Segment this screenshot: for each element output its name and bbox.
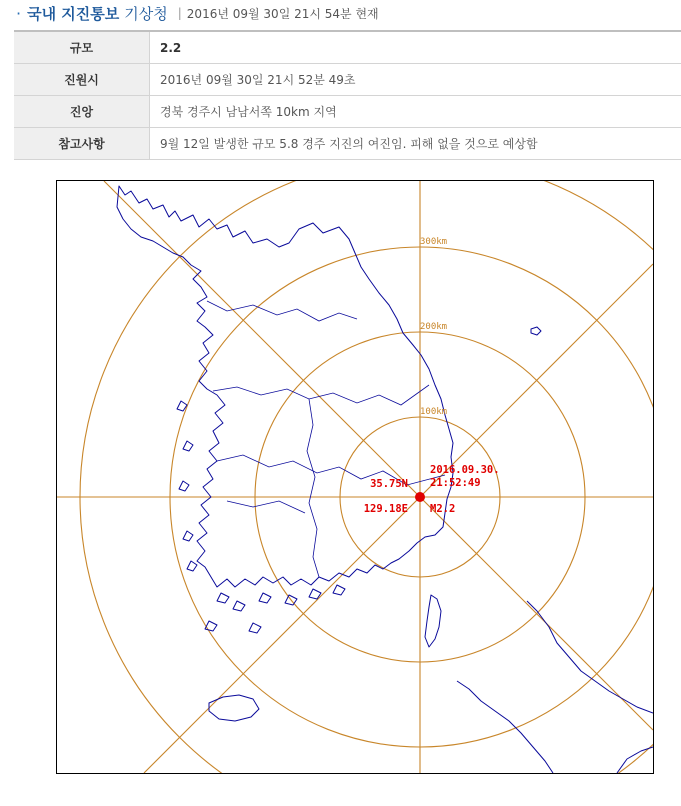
event-date: 2016.09.30. <box>430 464 500 476</box>
label-origin-time: 진원시 <box>14 64 150 96</box>
tsushima-island <box>425 595 441 647</box>
epicenter-marker <box>415 492 425 502</box>
issue-time: 2016년 09월 30일 21시 54분 현재 <box>186 6 379 21</box>
event-longitude: 129.18E <box>363 503 408 515</box>
event-magnitude: M2.2 <box>430 503 456 515</box>
event-time: 21:52:49 <box>430 477 481 489</box>
map-svg <box>57 181 653 773</box>
southern-islands <box>205 585 345 633</box>
label-remarks: 참고사항 <box>14 128 150 160</box>
table-row <box>14 31 681 64</box>
org-name: 기상청 <box>124 4 168 23</box>
ring-label-300: 300km <box>420 237 448 247</box>
ring-label-200: 200km <box>420 322 448 332</box>
header-separator: | <box>177 6 182 20</box>
header-bullet: · <box>16 3 22 23</box>
event-latitude: 35.75N <box>370 478 408 490</box>
ring-labels <box>420 237 447 417</box>
table-row <box>14 64 681 96</box>
value-epicenter: 경북 경주시 남남서쪽 10km 지역 <box>150 96 681 128</box>
value-magnitude: 2.2 <box>150 31 681 64</box>
label-magnitude: 규모 <box>14 31 150 64</box>
ring-label-100: 100km <box>420 407 448 417</box>
distance-grid <box>57 181 653 773</box>
epicenter-map <box>56 180 654 774</box>
table-row <box>14 128 681 160</box>
diagonal-ne-sw <box>144 264 653 773</box>
page-title: 국내 지진통보 <box>27 4 120 23</box>
diagonal-nw-se <box>104 181 653 730</box>
ulleung-island <box>531 327 541 335</box>
jeju-island <box>209 695 259 721</box>
page-header <box>16 0 681 26</box>
value-remarks: 9월 12일 발생한 규모 5.8 경주 지진의 여진임. 피해 없을 것으로 예상함 <box>150 128 681 160</box>
value-origin-time: 2016년 09월 30일 21시 52분 49초 <box>150 64 681 96</box>
earthquake-info-table <box>14 30 681 160</box>
table-row <box>14 96 681 128</box>
label-epicenter: 진앙 <box>14 96 150 128</box>
province-borders <box>207 301 448 577</box>
japan-coast <box>457 601 653 773</box>
